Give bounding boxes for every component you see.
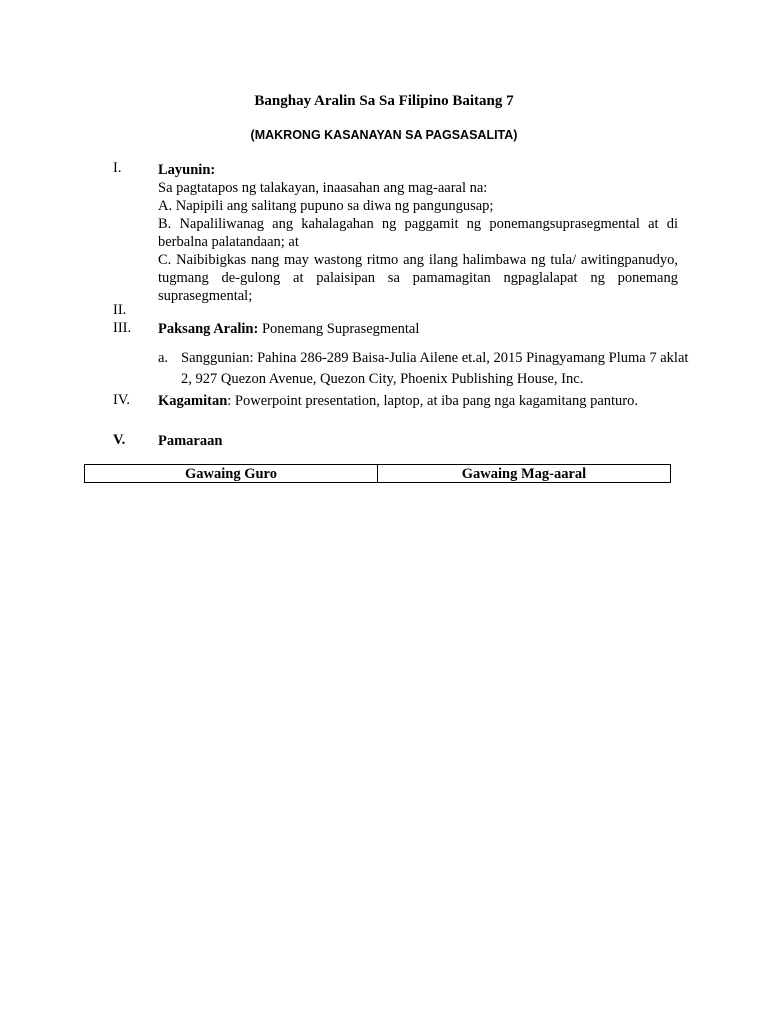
table-header-row [85, 465, 671, 483]
section-2-numeral: II. [113, 302, 127, 318]
section-1-body [158, 161, 678, 305]
section-3-heading: Paksang Aralin: [158, 321, 259, 337]
section-5-heading: Pamaraan [158, 433, 223, 449]
section-3-topic: Ponemang Suprasegmental [258, 321, 420, 337]
section-4-text: : Powerpoint presentation, laptop, at iba pang nga kagamitang panturo. [227, 393, 639, 409]
objective-c: C. Naibibigkas nang may wastong ritmo ang ilang halimbawa ng tula/ awitingpanudyo, tugmang de-gulong at palaisipan sa pamamagitan ngpaglalapat ng ponemang suprasegmental; [158, 252, 678, 304]
section-3-numeral: III. [113, 320, 132, 336]
reference-marker: a. [158, 350, 169, 366]
section-4-heading: Kagamitan [158, 393, 228, 409]
objective-b: B. Napaliliwanag ang kahalagahan ng paggamit ng ponemangsuprasegmental at di berbalna palatandaan; at [158, 216, 678, 250]
section-5-numeral: V. [113, 432, 126, 448]
section-1-numeral: I. [113, 160, 122, 176]
document-subtitle: (MAKRONG KASANAYAN SA PAGSASALITA) [250, 128, 518, 142]
section-4-numeral: IV. [113, 392, 131, 408]
section-3-heading-line [158, 320, 678, 338]
section-1-heading: Layunin: [158, 162, 216, 178]
section-4-body [158, 392, 698, 410]
table-header-teacher: Gawaing Guro [85, 465, 378, 483]
section-1-intro: Sa pagtatapos ng talakayan, inaasahan ang mag-aaral na: [158, 180, 488, 196]
table-header-student: Gawaing Mag-aaral [378, 465, 671, 483]
document-title: Banghay Aralin Sa Sa Filipino Baitang 7 [254, 93, 514, 109]
reference-text: Sanggunian: Pahina 286-289 Baisa-Julia Ailene et.al, 2015 Pinagyamang Pluma 7 aklat 2, 927 Quezon Avenue, Quezon City, Phoenix Publishing House, Inc. [181, 350, 689, 387]
objective-a: A. Napipili ang salitang pupuno sa diwa ng pangungusap; [158, 198, 494, 214]
procedure-table [84, 464, 671, 483]
